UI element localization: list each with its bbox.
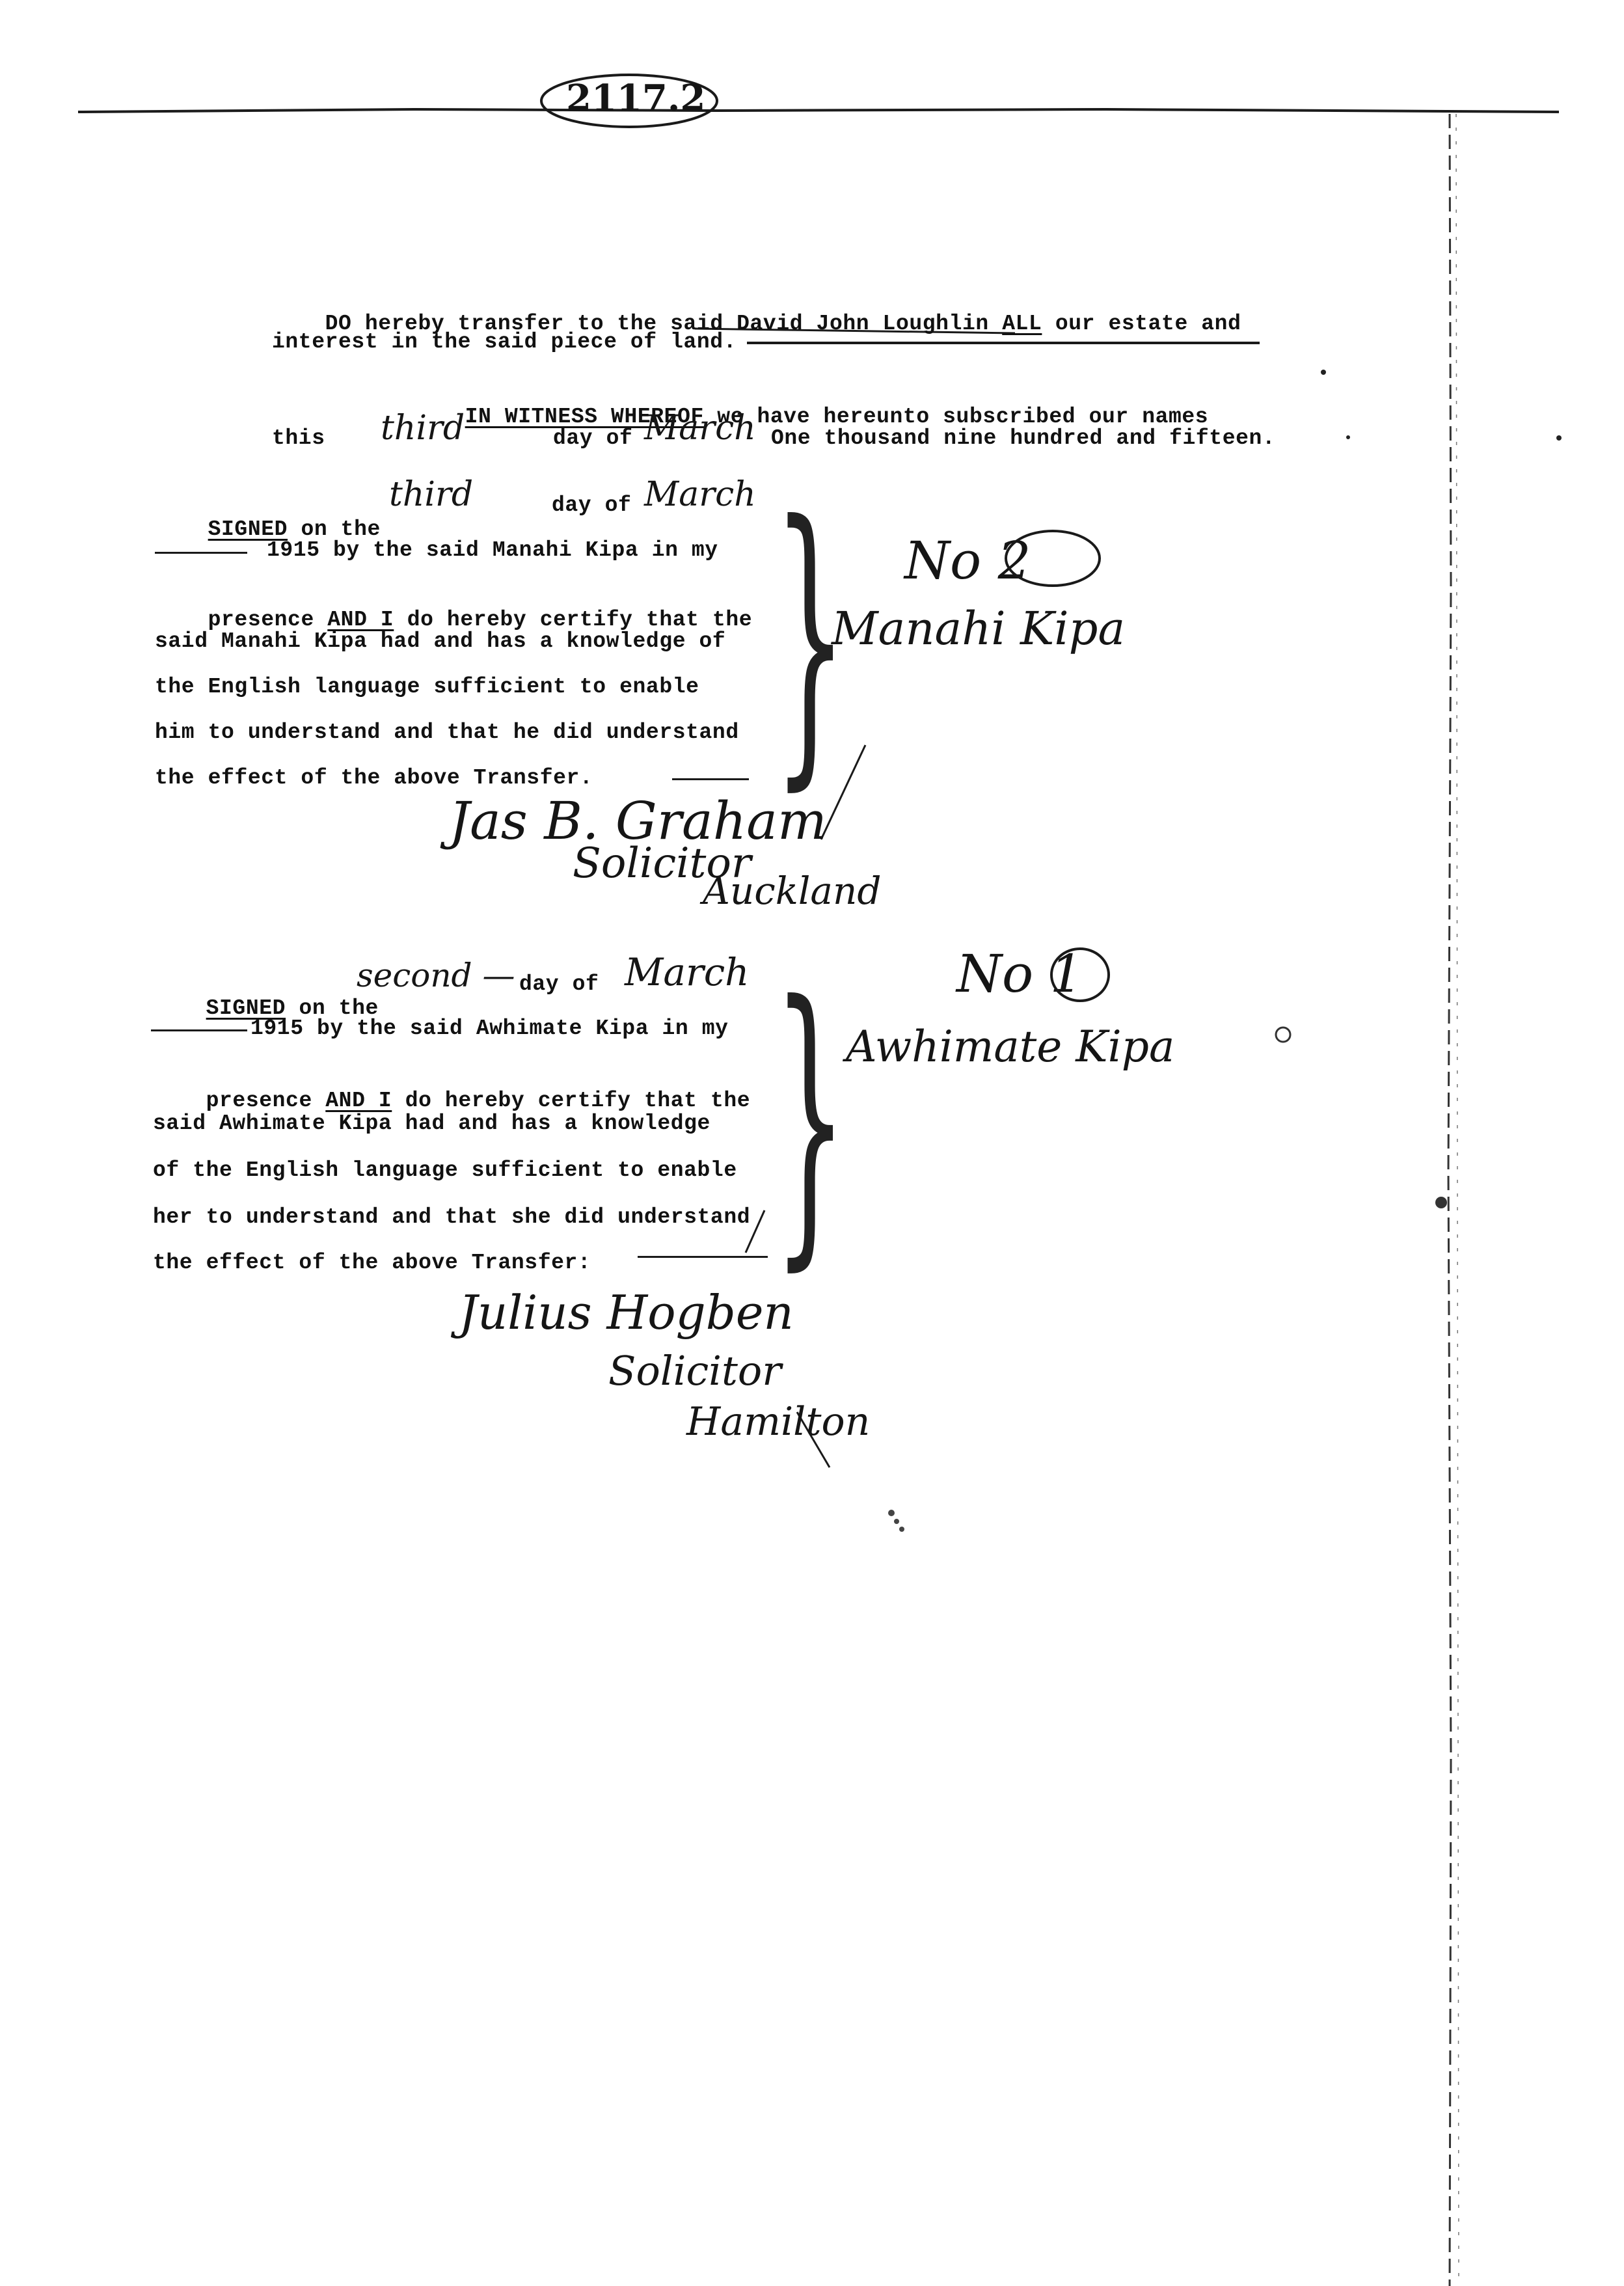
att2-line-4: said Awhimate Kipa had and has a knowledge <box>153 1111 710 1136</box>
att1-witness-signature: Jas B. Graham <box>449 791 827 851</box>
transfer-text-c: our estate and <box>1042 312 1241 336</box>
att2-party-number: No 1 <box>956 944 1083 1004</box>
att2-presence: presence <box>206 1089 326 1113</box>
att1-dayof: day of <box>552 493 632 517</box>
att2-line-5: of the English language sufficient to enable <box>153 1158 737 1182</box>
transfer-text-a: DO hereby transfer to the said David John Loughlin <box>325 312 1003 336</box>
att2-and-i: AND I <box>325 1089 392 1113</box>
att2-dayof: day of <box>519 972 599 996</box>
att2-day-handwritten: second — <box>357 957 515 994</box>
att1-end-dash <box>672 778 749 780</box>
att2-line-6: her to understand and that she did understand <box>153 1205 751 1229</box>
att2-dash <box>151 1029 247 1031</box>
witness-line-2-year: One thousand nine hundred and fifteen. <box>771 426 1276 450</box>
att1-and-i: AND I <box>327 608 394 632</box>
att1-presence: presence <box>208 608 328 632</box>
att1-brace: } <box>773 463 848 817</box>
att2-certify: do hereby certify that the <box>392 1089 751 1113</box>
witness-text: we have hereunto subscribed our names <box>703 405 1209 429</box>
att1-witness-place: Auckland <box>703 869 882 913</box>
att1-month-handwritten: March <box>644 475 756 514</box>
att2-signed: SIGNED <box>206 996 286 1020</box>
att2-end-dash <box>638 1256 768 1258</box>
att2-brace: } <box>773 943 848 1297</box>
att1-line-6: him to understand and that he did understand <box>155 720 739 744</box>
att2-month-handwritten: March <box>625 950 750 994</box>
att2-witness-title: Solicitor <box>608 1347 781 1395</box>
att1-party-number: No 2 <box>904 530 1031 591</box>
att1-line-2: 1915 by the said Manahi Kipa in my <box>267 538 718 562</box>
witness-line-2-dayof: day of <box>553 426 633 450</box>
witness-month-handwritten: March <box>644 409 756 448</box>
witness-line-2-this: this <box>272 426 325 450</box>
att1-onthe: on the <box>288 517 381 541</box>
att2-witness-signature: Julius Hogben <box>459 1285 794 1340</box>
transfer-fill-line <box>747 342 1260 344</box>
att1-dash <box>155 552 247 554</box>
att2-party-signature: Awhimate Kipa <box>846 1022 1175 1072</box>
att1-signed: SIGNED <box>208 517 288 541</box>
att1-line-7: the effect of the above Transfer. <box>155 766 593 790</box>
att2-onthe: on the <box>286 996 379 1020</box>
witness-day-handwritten: third <box>381 409 465 448</box>
att1-certify: do hereby certify that the <box>394 608 753 632</box>
att1-line-4: said Manahi Kipa had and has a knowledge of <box>155 629 726 653</box>
att1-witness-title: Solicitor <box>573 839 751 888</box>
att1-day-handwritten: third <box>389 475 474 514</box>
archive-reference: 2117.2 <box>566 77 706 120</box>
att2-witness-place: Hamilton <box>686 1399 871 1445</box>
att2-line-2: 1915 by the said Awhimate Kipa in my <box>250 1016 729 1041</box>
transfer-all: ALL <box>1002 312 1042 336</box>
transfer-line-2: interest in the said piece of land. <box>272 330 737 354</box>
att2-line-7: the effect of the above Transfer: <box>153 1251 591 1275</box>
att1-party-signature: Manahi Kipa <box>832 602 1126 655</box>
att1-line-5: the English language sufficient to enable <box>155 675 699 699</box>
witness-heading: IN WITNESS WHEREOF <box>465 405 704 429</box>
